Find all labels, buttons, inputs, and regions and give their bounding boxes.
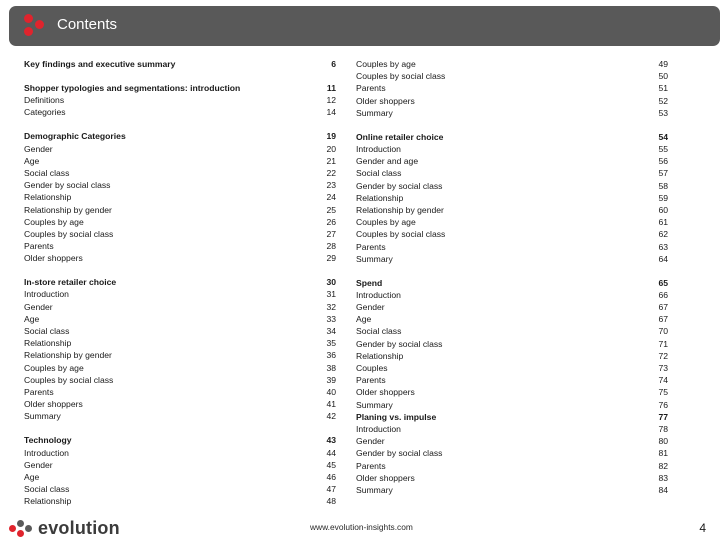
toc-entry-label: Summary (356, 253, 393, 264)
toc-entry (356, 143, 668, 155)
toc-entry-page: 74 (658, 375, 668, 386)
toc-entry-label: Introduction (356, 289, 401, 300)
toc-entry-page: 61 (658, 217, 668, 228)
toc-entry-page: 24 (326, 192, 336, 203)
toc-entry (24, 143, 336, 155)
toc-entry-page: 51 (658, 83, 668, 94)
toc-entry (356, 350, 668, 362)
toc-entry-label: Age (24, 471, 40, 482)
toc-entry-label: Social class (356, 168, 402, 179)
toc-entry-label: Demographic Categories (24, 131, 126, 142)
toc-entry-page: 50 (658, 71, 668, 82)
toc-entry (356, 95, 668, 107)
toc-entry (356, 398, 668, 410)
toc-entry-label: Relationship by gender (24, 204, 112, 215)
toc-entry (24, 179, 336, 191)
toc-entry-page: 55 (658, 144, 668, 155)
toc-entry (24, 349, 336, 361)
toc-section-heading (24, 276, 336, 288)
toc-entry (24, 313, 336, 325)
logo-wordmark: evolution (38, 518, 120, 538)
toc-entry-page: 25 (326, 204, 336, 215)
toc-entry-page: 32 (326, 301, 336, 312)
toc-entry-page: 42 (326, 411, 336, 422)
toc-entry-page: 53 (658, 107, 668, 118)
toc-entry-label: Couples (356, 363, 388, 373)
toc-entry-label: Age (24, 313, 40, 324)
toc-entry-label: Summary (356, 484, 393, 495)
toc-entry-label: Social class (24, 484, 70, 495)
toc-entry-page: 31 (326, 289, 336, 300)
toc-entry (356, 459, 668, 471)
toc-entry (24, 446, 336, 458)
toc-entry (356, 70, 668, 82)
toc-entry (356, 167, 668, 179)
toc-entry (356, 58, 668, 70)
toc-entry-page: 26 (326, 216, 336, 227)
toc-entry (24, 106, 336, 118)
toc-entry-page: 29 (326, 253, 336, 264)
toc-section-heading (356, 411, 668, 423)
toc-entry-page: 44 (326, 447, 336, 458)
toc-entry-page: 43 (326, 435, 336, 446)
toc-entry-label: Couples by social class (24, 374, 114, 385)
toc-entry-page: 56 (658, 156, 668, 167)
toc-entry-label: Categories (24, 107, 66, 118)
toc-entry-label: Summary (356, 107, 393, 118)
toc-entry-page: 66 (658, 289, 668, 300)
toc-entry-label: Introduction (356, 144, 401, 155)
toc-entry-label: Key findings and executive summary (24, 59, 176, 70)
toc-entry (356, 435, 668, 447)
toc-entry (356, 82, 668, 94)
toc-entry-page: 54 (658, 131, 668, 142)
toc-entry (24, 459, 336, 471)
toc-entry (24, 495, 336, 507)
toc-entry-page: 60 (658, 204, 668, 215)
toc-entry (24, 216, 336, 228)
toc-section-heading (24, 58, 336, 70)
section-spacer (24, 264, 336, 276)
toc-entry-page: 76 (658, 399, 668, 410)
toc-entry-label: Social class (24, 326, 70, 337)
toc-entry (24, 228, 336, 240)
toc-entry-label: Older shoppers (24, 253, 83, 264)
toc-entry-label: Older shoppers (356, 387, 415, 398)
toc-entry-label: Online retailer choice (356, 131, 444, 142)
toc-section-heading (24, 130, 336, 142)
toc-entry-label: Older shoppers (356, 472, 415, 483)
toc-entry (24, 191, 336, 203)
logo-dots-icon (21, 14, 49, 40)
toc-entry-label: Gender by social class (356, 338, 443, 349)
toc-entry (356, 423, 668, 435)
toc-entry-label: Age (356, 314, 372, 325)
toc-entry-label: Parents (24, 241, 54, 252)
toc-entry-label: Gender by social class (356, 180, 443, 191)
toc-entry (24, 386, 336, 398)
toc-entry-label: Parents (24, 386, 54, 397)
toc-entry-label: Introduction (356, 423, 401, 434)
header-bar (9, 6, 720, 46)
toc-entry-page: 35 (326, 338, 336, 349)
toc-entry-page: 20 (326, 143, 336, 154)
toc-entry-label: Shopper typologies and segmentations: introduction (24, 83, 241, 94)
toc-entry-page: 14 (326, 107, 336, 118)
toc-entry-label: Relationship by gender (24, 350, 112, 361)
toc-entry-label: Couples by social class (356, 71, 446, 82)
toc-entry (356, 155, 668, 167)
toc-entry-page: 70 (658, 326, 668, 337)
section-spacer (24, 422, 336, 434)
toc-entry (356, 228, 668, 240)
toc-entry-label: Parents (356, 460, 386, 471)
toc-entry-label: Gender and age (356, 156, 419, 167)
toc-entry-label: Age (24, 155, 40, 166)
toc-entry-page: 19 (326, 131, 336, 142)
toc-entry (356, 472, 668, 484)
footer-url: www.evolution-insights.com (310, 522, 413, 532)
toc-entry-page: 33 (326, 313, 336, 324)
section-spacer (356, 119, 668, 131)
toc-section-heading (24, 434, 336, 446)
toc-entry (24, 325, 336, 337)
toc-entry (356, 253, 668, 265)
evolution-logo (9, 518, 139, 540)
toc-entry (356, 240, 668, 252)
toc-entry (356, 484, 668, 496)
toc-entry-label: Couples by age (24, 362, 84, 373)
toc-entry-label: In-store retailer choice (24, 277, 117, 288)
toc-entry-label: Older shoppers (356, 95, 415, 106)
toc-entry-page: 67 (658, 302, 668, 313)
toc-entry-page: 34 (326, 326, 336, 337)
toc-entry-page: 65 (658, 277, 668, 288)
toc-entry-page: 73 (658, 363, 668, 373)
toc-entry-label: Gender (356, 436, 385, 447)
toc-entry-page: 38 (326, 362, 336, 373)
toc-entry-label: Technology (24, 435, 72, 446)
toc-entry-page: 27 (326, 228, 336, 239)
toc-entry (24, 301, 336, 313)
toc-entry-page: 83 (658, 472, 668, 483)
toc-entry-label: Introduction (24, 289, 69, 300)
toc-entry-page: 48 (326, 496, 336, 507)
toc-entry (356, 313, 668, 325)
toc-entry-label: Relationship (356, 192, 404, 203)
toc-entry-label: Relationship (356, 350, 404, 361)
toc-entry-label: Social class (24, 168, 70, 178)
toc-entry-label: Relationship (24, 496, 72, 507)
toc-entry-label: Gender by social class (356, 448, 443, 459)
toc-entry (356, 325, 668, 337)
toc-entry-page: 49 (658, 59, 668, 70)
toc-entry-label: Couples by age (356, 59, 416, 70)
toc-entry (24, 398, 336, 410)
toc-entry-label: Gender (24, 459, 53, 470)
page-number: 4 (699, 521, 706, 535)
toc-entry-page: 46 (326, 471, 336, 482)
toc-entry-page: 82 (658, 460, 668, 471)
toc-entry (24, 167, 336, 179)
toc-entry (24, 410, 336, 422)
toc-entry (24, 203, 336, 215)
toc-entry-page: 77 (658, 411, 668, 422)
toc-entry-label: Relationship (24, 192, 72, 203)
toc-entry-label: Introduction (24, 447, 69, 458)
toc-entry (356, 362, 668, 374)
toc-entry-label: Parents (356, 375, 386, 386)
toc-entry (24, 471, 336, 483)
toc-entry-label: Couples by age (24, 216, 84, 227)
toc-entry (24, 240, 336, 252)
toc-entry (356, 289, 668, 301)
toc-entry-label: Gender (24, 301, 53, 312)
toc-entry-label: Parents (356, 241, 386, 252)
toc-entry-page: 81 (658, 448, 668, 459)
toc-entry-label: Older shoppers (24, 399, 83, 410)
toc-entry-page: 22 (326, 168, 336, 178)
toc-entry-label: Gender (356, 302, 385, 313)
toc-entry-page: 72 (658, 350, 668, 361)
toc-entry-page: 58 (658, 180, 668, 191)
toc-entry (356, 374, 668, 386)
toc-entry-label: Gender (24, 143, 53, 154)
toc-entry-page: 41 (326, 399, 336, 410)
toc-entry-label: Social class (356, 326, 402, 337)
toc-entry-page: 64 (658, 253, 668, 264)
toc-entry (356, 179, 668, 191)
toc-entry-page: 45 (326, 459, 336, 470)
toc-entry (24, 288, 336, 300)
section-spacer (356, 265, 668, 277)
toc-entry-page: 63 (658, 241, 668, 252)
toc-entry-label: Summary (24, 411, 61, 422)
toc-entry (24, 252, 336, 264)
toc-entry (356, 204, 668, 216)
toc-section-heading (24, 82, 336, 94)
toc-entry-page: 62 (658, 229, 668, 240)
toc-entry-page: 84 (658, 484, 668, 495)
contents-column-right (356, 58, 668, 496)
toc-entry (356, 301, 668, 313)
toc-entry (24, 374, 336, 386)
toc-entry-page: 30 (326, 277, 336, 288)
toc-entry-page: 23 (326, 180, 336, 191)
toc-entry-page: 67 (658, 314, 668, 325)
toc-entry-page: 71 (658, 338, 668, 349)
toc-entry (24, 337, 336, 349)
toc-entry-page: 57 (658, 168, 668, 179)
section-spacer (24, 119, 336, 131)
toc-section-heading (356, 277, 668, 289)
toc-entry-page: 39 (326, 374, 336, 385)
toc-entry-page: 59 (658, 192, 668, 203)
toc-entry-label: Parents (356, 83, 386, 94)
toc-entry-page: 78 (658, 423, 668, 434)
toc-entry (356, 386, 668, 398)
toc-entry (356, 192, 668, 204)
toc-entry-page: 75 (658, 387, 668, 398)
toc-entry-label: Summary (356, 399, 393, 410)
logo-dots-icon (9, 520, 35, 538)
toc-entry (356, 216, 668, 228)
toc-entry-page: 80 (658, 436, 668, 447)
toc-entry-label: Spend (356, 277, 383, 288)
toc-entry-page: 6 (331, 59, 336, 70)
toc-entry-page: 28 (326, 241, 336, 252)
toc-entry-label: Couples by social class (24, 228, 114, 239)
toc-entry-label: Definitions (24, 95, 65, 106)
toc-entry-label: Relationship by gender (356, 204, 444, 215)
toc-entry-label: Couples by social class (356, 229, 446, 240)
toc-entry-label: Planing vs. impulse (356, 411, 437, 422)
toc-entry-page: 12 (326, 95, 336, 106)
toc-entry-page: 11 (326, 83, 336, 94)
toc-entry-label: Gender by social class (24, 180, 111, 191)
toc-entry-page: 52 (658, 95, 668, 106)
toc-entry (356, 447, 668, 459)
toc-entry (356, 338, 668, 350)
toc-entry-page: 40 (326, 386, 336, 397)
toc-entry (24, 94, 336, 106)
page-title: Contents (57, 16, 118, 33)
toc-entry-label: Couples by age (356, 217, 416, 228)
toc-entry-label: Relationship (24, 338, 72, 349)
toc-entry (356, 107, 668, 119)
toc-section-heading (356, 131, 668, 143)
toc-entry (24, 362, 336, 374)
toc-entry-page: 47 (326, 484, 336, 495)
toc-entry-page: 21 (326, 155, 336, 166)
section-spacer (24, 70, 336, 82)
contents-column-left (24, 58, 336, 507)
toc-entry (24, 155, 336, 167)
toc-entry (24, 483, 336, 495)
toc-entry-page: 36 (326, 350, 336, 361)
